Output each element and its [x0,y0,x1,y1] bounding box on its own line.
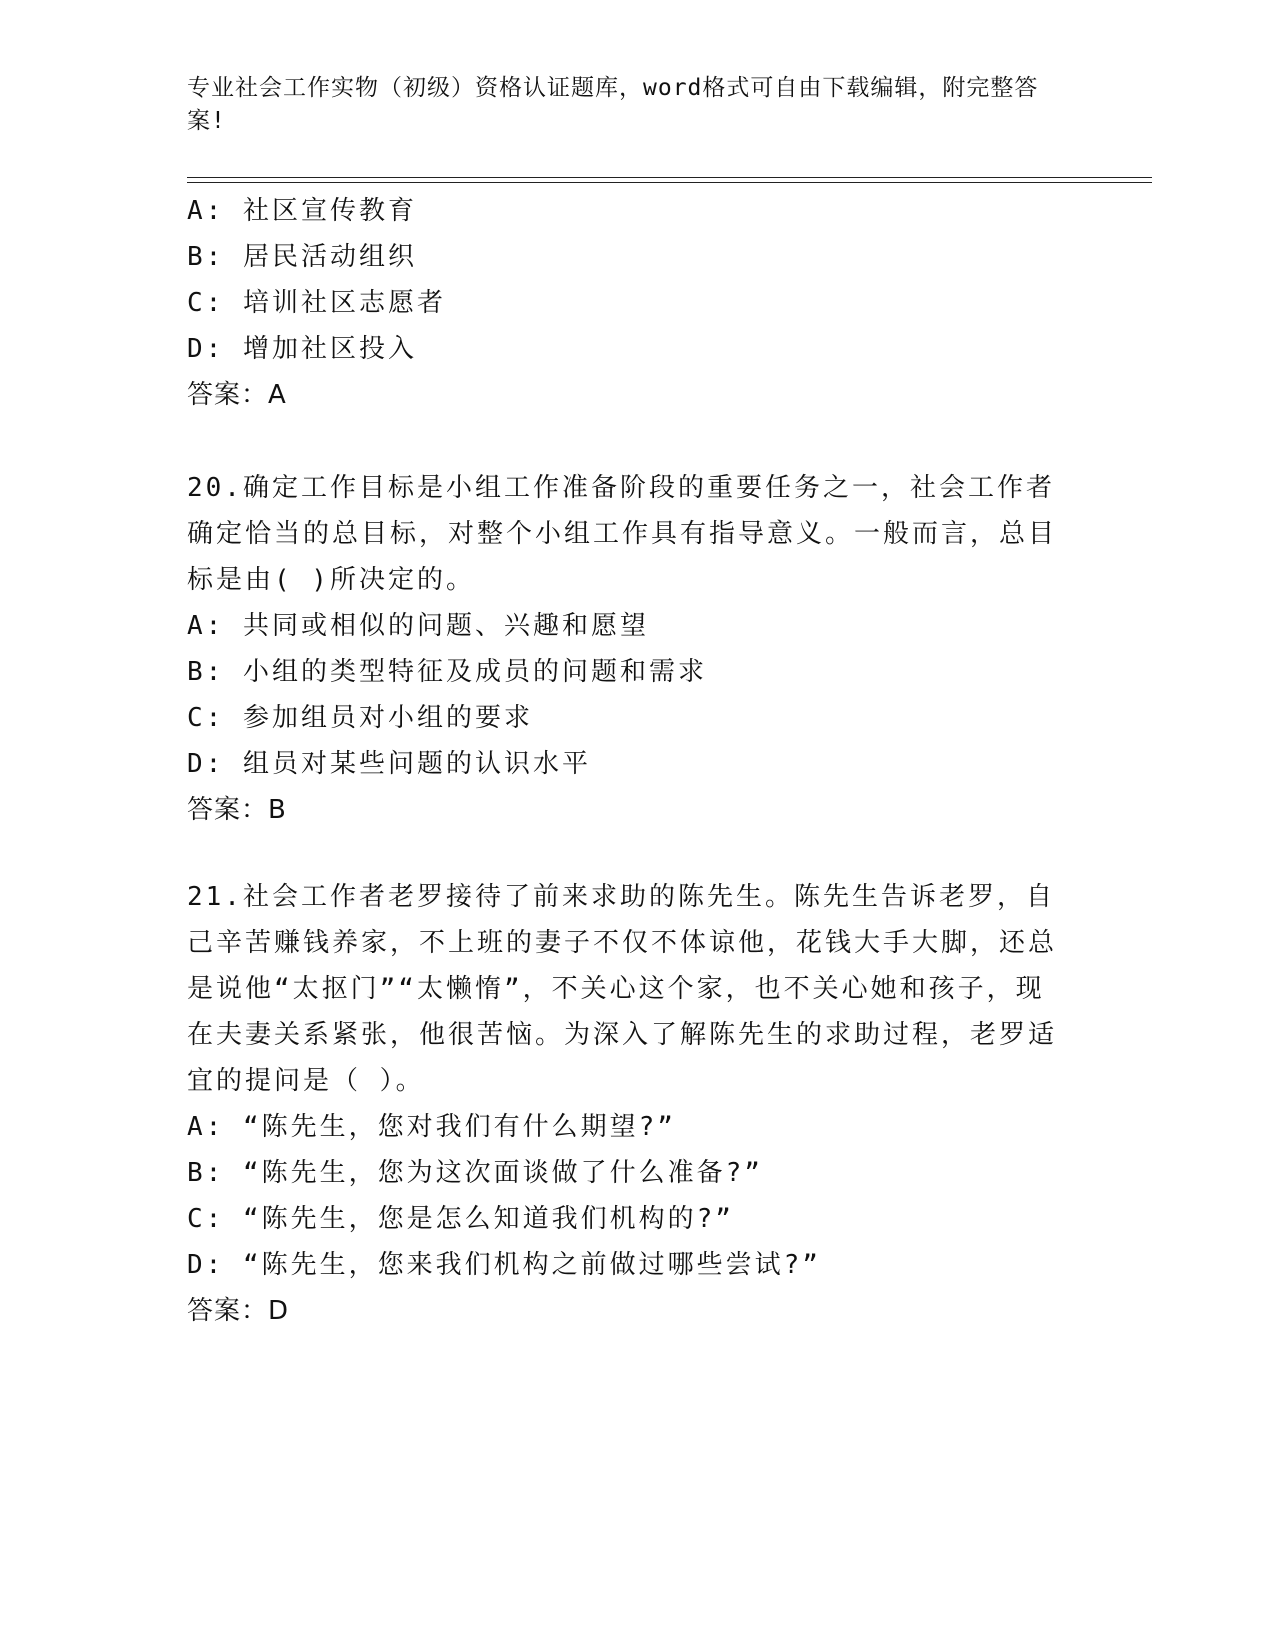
option-d: D: 组员对某些问题的认识水平 [187,749,591,779]
option-c: C: 培训社区志愿者 [187,288,446,318]
option-b: B: “陈先生，您为这次面谈做了什么准备?” [187,1158,763,1188]
option-a: A: 社区宣传教育 [187,196,417,226]
option-c: C: “陈先生，您是怎么知道我们机构的?” [187,1204,734,1234]
question-text: 21.社会工作者老罗接待了前来求助的陈先生。陈先生告诉老罗，自己辛苦赚钱养家，不上班的妻子不仅不体谅他，花钱大手大脚，还总是说他“太抠门”“太懒惰”，不关心这个家，也不关心她和孩子，现在夫妻关系紧张，他很苦恼。为深入了解陈先生的求助过程，老罗适宜的提问是（ ）。 [187,882,1058,1096]
option-a: A: 共同或相似的问题、兴趣和愿望 [187,611,649,641]
question-20 [187,465,1087,833]
option-b: B: 小组的类型特征及成员的问题和需求 [187,657,707,687]
option-c: C: 参加组员对小组的要求 [187,703,533,733]
document-header: 专业社会工作实物（初级）资格认证题库，word格式可自由下载编辑，附完整答案! [187,75,1039,134]
question-21 [187,874,1087,1334]
question-text: 20.确定工作目标是小组工作准备阶段的重要任务之一，社会工作者确定恰当的总目标，对整个小组工作具有指导意义。一般而言，总目标是由( )所决定的。 [187,473,1058,595]
header-divider-bottom [187,182,1152,183]
option-b: B: 居民活动组织 [187,242,417,272]
answer: 答案：B [187,795,287,825]
option-d: D: “陈先生，您来我们机构之前做过哪些尝试?” [187,1250,821,1280]
question-19 [187,188,1087,418]
header-divider-top [187,177,1152,178]
option-a: A: “陈先生，您对我们有什么期望?” [187,1112,676,1142]
option-d: D: 增加社区投入 [187,334,417,364]
answer: 答案：D [187,1296,290,1326]
answer: 答案：A [187,380,287,410]
